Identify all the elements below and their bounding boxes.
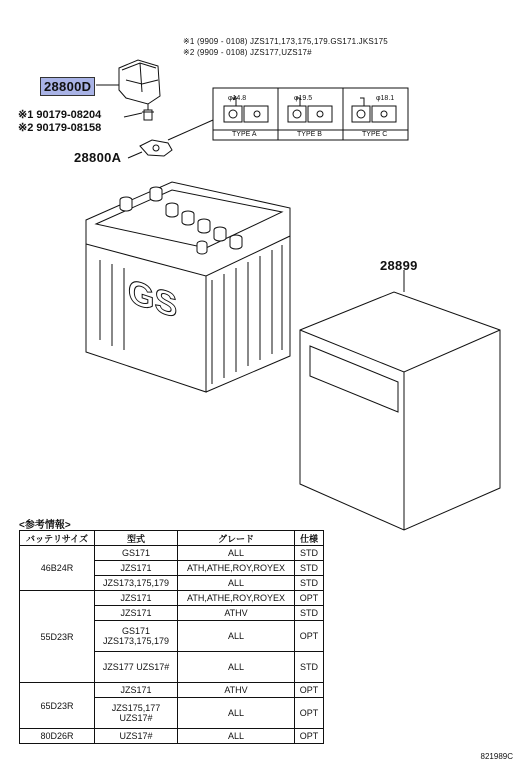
table-row — [20, 591, 324, 606]
cell-model: GS171 — [95, 546, 178, 561]
cell-spec: STD — [295, 546, 324, 561]
type-c-dimension: φ18.1 — [376, 95, 395, 102]
table-row — [20, 729, 324, 744]
cell-model: JZS171 — [95, 606, 178, 621]
cell-spec: STD — [295, 561, 324, 576]
col-header-size: バッテリサイズ — [20, 531, 95, 546]
type-c-label: TYPE C — [362, 131, 388, 138]
cell-grade: ALL — [178, 621, 295, 652]
bolt-90179 — [142, 104, 154, 120]
battery-cover-28899 — [300, 270, 500, 530]
table-row — [20, 546, 324, 561]
cell-spec: OPT — [295, 591, 324, 606]
cell-size: 46B24R — [20, 546, 95, 591]
cell-grade: ALL — [178, 546, 295, 561]
cell-grade: ALL — [178, 652, 295, 683]
cell-model: JZS177 UZS17# — [95, 652, 178, 683]
type-b-dimension: φ19.5 — [294, 95, 313, 102]
part-label-90179-08204[interactable]: ※1 90179-08204 — [18, 109, 102, 121]
cell-grade: ALL — [178, 576, 295, 591]
cell-spec: STD — [295, 652, 324, 683]
reference-title: <参考情報> — [19, 520, 71, 531]
cell-grade: ALL — [178, 729, 295, 744]
col-header-grade: グレード — [178, 531, 295, 546]
cell-spec: OPT — [295, 683, 324, 698]
cell-spec: OPT — [295, 621, 324, 652]
part-label-28800D[interactable]: 28800D — [40, 77, 95, 96]
part-label-90179-08158[interactable]: ※2 90179-08158 — [18, 122, 102, 134]
cell-grade: ALL — [178, 698, 295, 729]
cell-model: JZS171 — [95, 591, 178, 606]
cell-grade: ATH,ATHE,ROY,ROYEX — [178, 591, 295, 606]
terminal-cover-28800D — [119, 60, 160, 104]
part-label-28899[interactable]: 28899 — [380, 258, 418, 273]
cell-spec: STD — [295, 606, 324, 621]
cell-spec: OPT — [295, 698, 324, 729]
reference-table — [19, 530, 324, 744]
part-label-28800A[interactable]: 28800A — [74, 150, 122, 165]
cell-model: UZS17# — [95, 729, 178, 744]
col-header-model: 型式 — [95, 531, 178, 546]
col-header-spec: 仕様 — [295, 531, 324, 546]
cell-spec: OPT — [295, 729, 324, 744]
terminal-clamp-28800A — [140, 140, 172, 156]
table-row — [20, 683, 324, 698]
cell-size: 65D23R — [20, 683, 95, 729]
battery-brand-mark: GS — [128, 272, 178, 326]
type-b-label: TYPE B — [297, 131, 322, 138]
cell-spec: STD — [295, 576, 324, 591]
battery-illustration — [86, 182, 290, 392]
cell-size: 55D23R — [20, 591, 95, 683]
cell-grade: ATHV — [178, 606, 295, 621]
cell-model: JZS171 — [95, 561, 178, 576]
cell-model: JZS175,177 UZS17# — [95, 698, 178, 729]
applicability-note-2: ※2 (9909 - 0108) JZS177,UZS17# — [183, 48, 312, 57]
cell-model: GS171 JZS173,175,179 — [95, 621, 178, 652]
diagram-code: 821989C — [480, 752, 513, 761]
type-a-label: TYPE A — [232, 131, 257, 138]
cell-size: 80D26R — [20, 729, 95, 744]
cell-grade: ATH,ATHE,ROY,ROYEX — [178, 561, 295, 576]
cell-model: JZS173,175,179 — [95, 576, 178, 591]
type-a-dimension: φ14.8 — [228, 95, 247, 102]
applicability-note-1: ※1 (9909 - 0108) JZS171,173,175,179.GS171.JKS175 — [183, 37, 388, 46]
cell-grade: ATHV — [178, 683, 295, 698]
cell-model: JZS171 — [95, 683, 178, 698]
